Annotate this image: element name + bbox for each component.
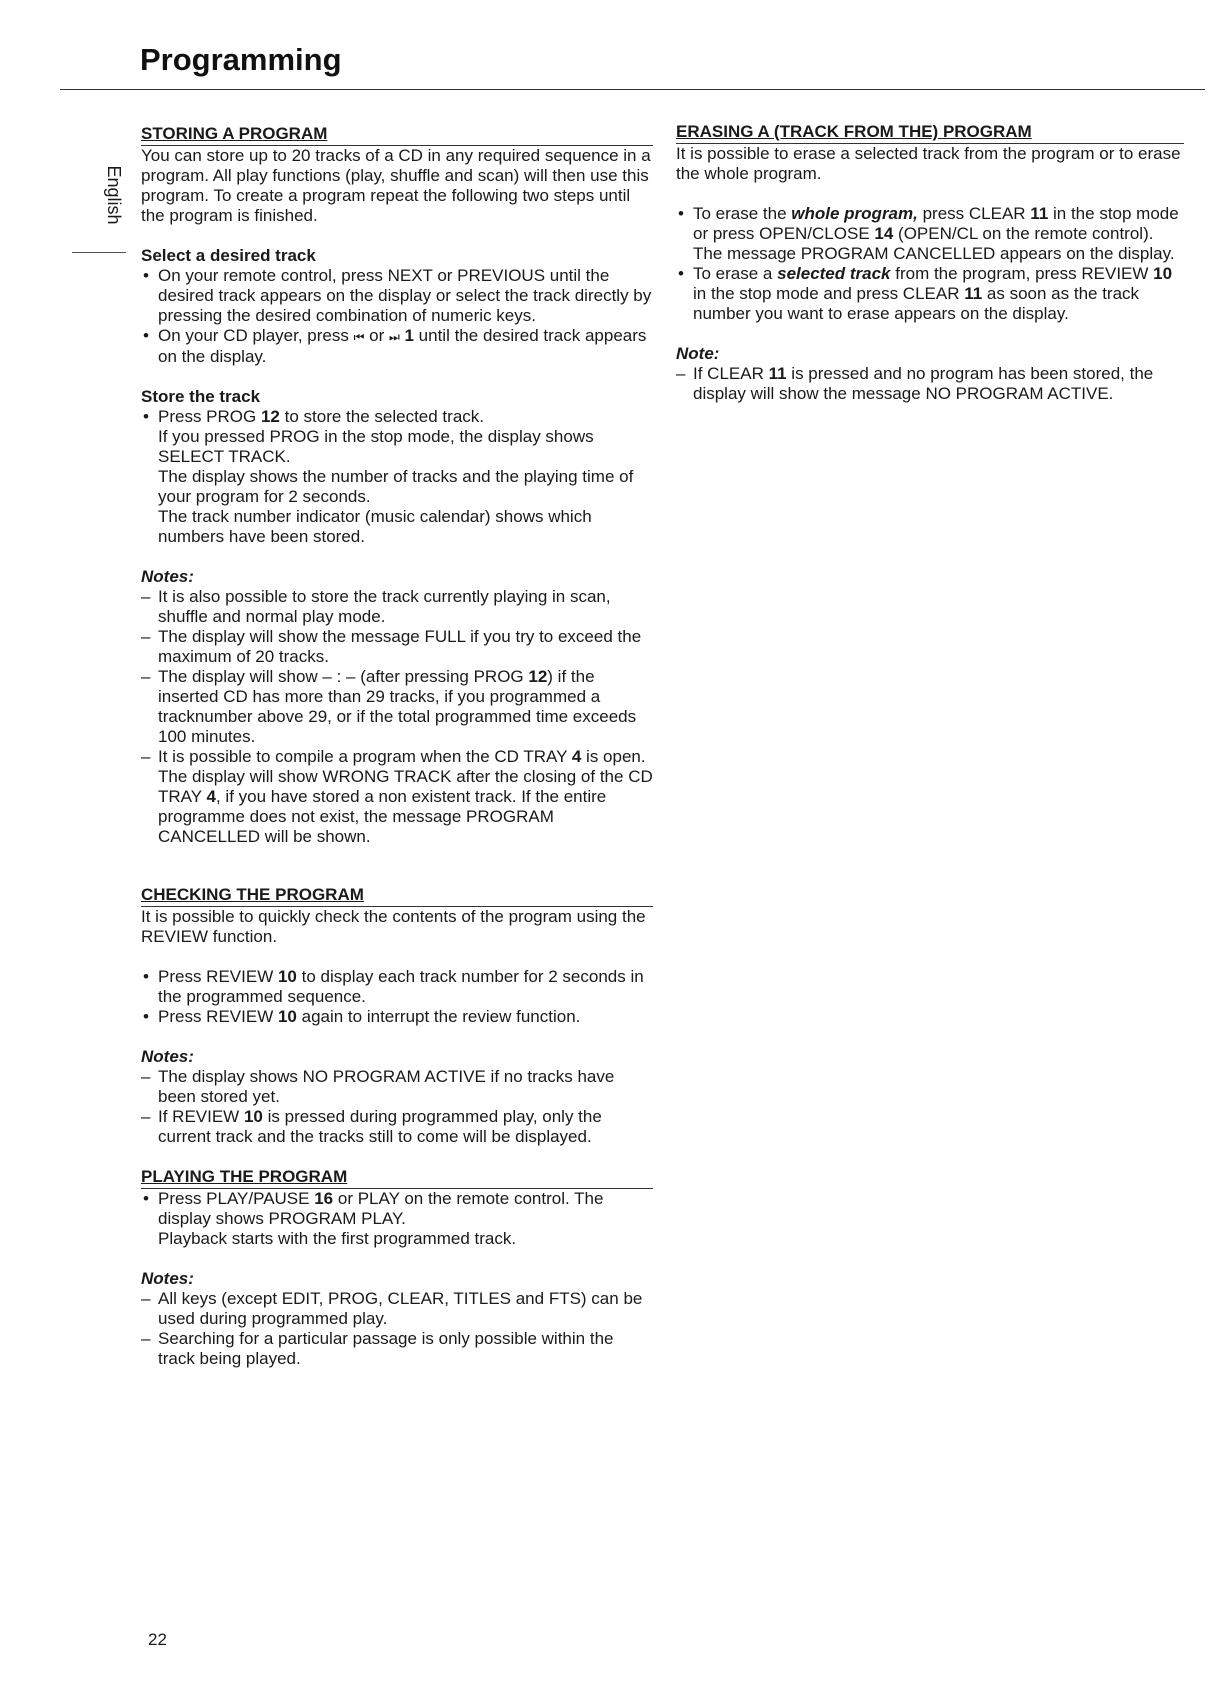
text-run: to store the selected track. — [279, 407, 484, 426]
text-run: until the desired track appears on the display. — [158, 326, 647, 366]
key-number: 11 — [1030, 204, 1049, 223]
store-track-title: Store the track — [141, 387, 261, 406]
key-number: 12 — [260, 407, 280, 426]
page-title: Programming — [140, 42, 342, 77]
playing-notes-list — [141, 1289, 653, 1369]
emphasis-text: selected track — [777, 264, 891, 283]
text-run: The display will show – : – (after pressing PROG — [158, 667, 529, 686]
key-number: 16 — [314, 1189, 334, 1208]
key-number: 14 — [874, 224, 894, 243]
checking-notes-list — [141, 1067, 653, 1147]
erasing-line-2: The message PROGRAM CANCELLED appears on the display. — [693, 244, 1175, 263]
key-number: 12 — [528, 667, 548, 686]
text-run: If REVIEW — [158, 1107, 244, 1126]
text-run: or PLAY on the remote control. The display shows PROGRAM PLAY. — [158, 1189, 604, 1228]
list-item — [141, 1067, 653, 1107]
checking-section — [141, 885, 653, 1147]
key-number: 10 — [277, 967, 297, 986]
checking-list — [141, 967, 653, 1027]
key-number: 10 — [277, 1007, 297, 1026]
list-item — [141, 1107, 653, 1147]
erasing-note-title: Note: — [676, 344, 720, 363]
list-item — [141, 667, 653, 747]
note-text: It is also possible to store the track currently playing in scan, shuffle and normal play mode. — [158, 587, 611, 626]
text-run: is pressed and no program has been stored, the display will show the message NO PROGRAM ACTIVE. — [693, 364, 1154, 403]
key-number: 10 — [243, 1107, 263, 1126]
select-item-1: On your remote control, press NEXT or PREVIOUS until the desired track appears on the display or select the track directly by pressing the desired combination of numeric keys. — [158, 266, 652, 325]
text-run: Press PROG — [158, 407, 261, 426]
key-number: 4 — [206, 787, 216, 806]
playing-line-2: Playback starts with the first programmed track. — [158, 1229, 517, 1248]
note-text: The display shows NO PROGRAM ACTIVE if no tracks have been stored yet. — [158, 1067, 615, 1106]
language-tab — [100, 155, 124, 225]
list-item — [141, 1007, 653, 1027]
key-number: 1 — [399, 326, 414, 345]
page-number: 22 — [148, 1630, 167, 1649]
store-line-2: If you pressed PROG in the stop mode, the display shows SELECT TRACK. — [158, 427, 594, 466]
select-track-list — [141, 266, 653, 367]
playing-section — [141, 1167, 653, 1369]
erasing-list — [676, 204, 1184, 324]
key-number: 11 — [964, 284, 983, 303]
text-run: Press REVIEW — [158, 1007, 278, 1026]
playing-heading: PLAYING THE PROGRAM — [141, 1167, 653, 1189]
list-item — [141, 266, 653, 326]
text-run: Press PLAY/PAUSE — [158, 1189, 315, 1208]
next-icon: ⏭ — [388, 330, 400, 344]
storing-notes-title: Notes: — [141, 567, 194, 586]
erasing-section — [676, 122, 1184, 404]
key-number: 4 — [571, 747, 582, 766]
checking-notes-title: Notes: — [141, 1047, 194, 1066]
erasing-notes-list — [676, 364, 1184, 404]
text-run: in the stop mode or press OPEN/CLOSE — [693, 204, 1179, 243]
text-run: To erase a — [693, 264, 778, 283]
list-item — [141, 1289, 653, 1329]
playing-notes-title: Notes: — [141, 1269, 194, 1288]
erasing-heading: ERASING A (TRACK FROM THE) PROGRAM — [676, 122, 1184, 144]
list-item — [141, 1189, 653, 1249]
text-run: ) if the inserted CD has more than 29 tracks, if you programmed a tracknumber above 29, or if the total programmed time exceeds 100 minutes. — [158, 667, 637, 746]
language-tab-label: English — [104, 165, 124, 225]
right-column — [676, 122, 1184, 404]
text-run: It is possible to compile a program when the CD TRAY — [158, 747, 572, 766]
store-line-4: The track number indicator (music calendar) shows which numbers have been stored. — [158, 507, 592, 546]
list-item — [676, 364, 1184, 404]
text-run: from the program, press REVIEW — [890, 264, 1154, 283]
text-run: is open. The display will show WRONG TRACK after the closing of the CD TRAY — [158, 747, 653, 806]
text-run: in the stop mode and press CLEAR — [693, 284, 965, 303]
text-run: press CLEAR — [917, 204, 1031, 223]
text-run: to display each track number for 2 seconds in the programmed sequence. — [158, 967, 644, 1006]
previous-icon: ⏮ — [353, 330, 365, 344]
left-column — [141, 124, 653, 1369]
storing-notes-list — [141, 587, 653, 847]
storing-section — [141, 124, 653, 847]
list-item — [141, 407, 653, 547]
list-item — [141, 747, 653, 847]
text-run: , if you have stored a non existent track. If the entire programme does not exist, the message PROGRAM CANCELLED will be shown. — [158, 787, 607, 846]
note-text: The display will show the message FULL if you try to exceed the maximum of 20 tracks. — [158, 627, 642, 666]
title-divider — [60, 89, 1205, 90]
text-run: or — [364, 326, 389, 345]
store-line-3: The display shows the number of tracks and the playing time of your program for 2 seconds. — [158, 467, 634, 506]
store-track-list — [141, 407, 653, 547]
list-item — [141, 627, 653, 667]
text-run: (OPEN/CL on the remote control). — [893, 224, 1154, 243]
text-run: is pressed during programmed play, only the current track and the tracks still to come will be displayed. — [158, 1107, 602, 1146]
text-run: Press REVIEW — [158, 967, 278, 986]
note-text: Searching for a particular passage is only possible within the track being played. — [158, 1329, 614, 1368]
text-run: again to interrupt the review function. — [296, 1007, 581, 1026]
list-item — [141, 587, 653, 627]
list-item — [676, 204, 1184, 264]
playing-list — [141, 1189, 653, 1249]
list-item — [141, 326, 653, 367]
note-text: All keys (except EDIT, PROG, CLEAR, TITLES and FTS) can be used during programmed play. — [158, 1289, 643, 1328]
storing-intro: You can store up to 20 tracks of a CD in any required sequence in a program. All play functions (play, shuffle and scan) will then use this program. To create a program repeat the following two steps until the program is finished. — [141, 146, 651, 225]
select-track-title: Select a desired track — [141, 246, 316, 265]
text-run: as soon as the track number you want to erase appears on the display. — [693, 284, 1140, 323]
side-divider — [72, 252, 126, 253]
checking-heading: CHECKING THE PROGRAM — [141, 885, 653, 907]
text-run: To erase the — [693, 204, 792, 223]
checking-intro: It is possible to quickly check the contents of the program using the REVIEW function. — [141, 907, 646, 946]
key-number: 10 — [1153, 264, 1173, 283]
list-item — [141, 1329, 653, 1369]
list-item — [141, 967, 653, 1007]
erasing-intro: It is possible to erase a selected track from the program or to erase the whole program. — [676, 144, 1181, 183]
key-number: 11 — [768, 364, 787, 383]
text-run: On your CD player, press — [158, 326, 354, 345]
list-item — [676, 264, 1184, 324]
emphasis-text: whole program, — [791, 204, 918, 223]
storing-heading: STORING A PROGRAM — [141, 124, 653, 146]
text-run: If CLEAR — [693, 364, 769, 383]
